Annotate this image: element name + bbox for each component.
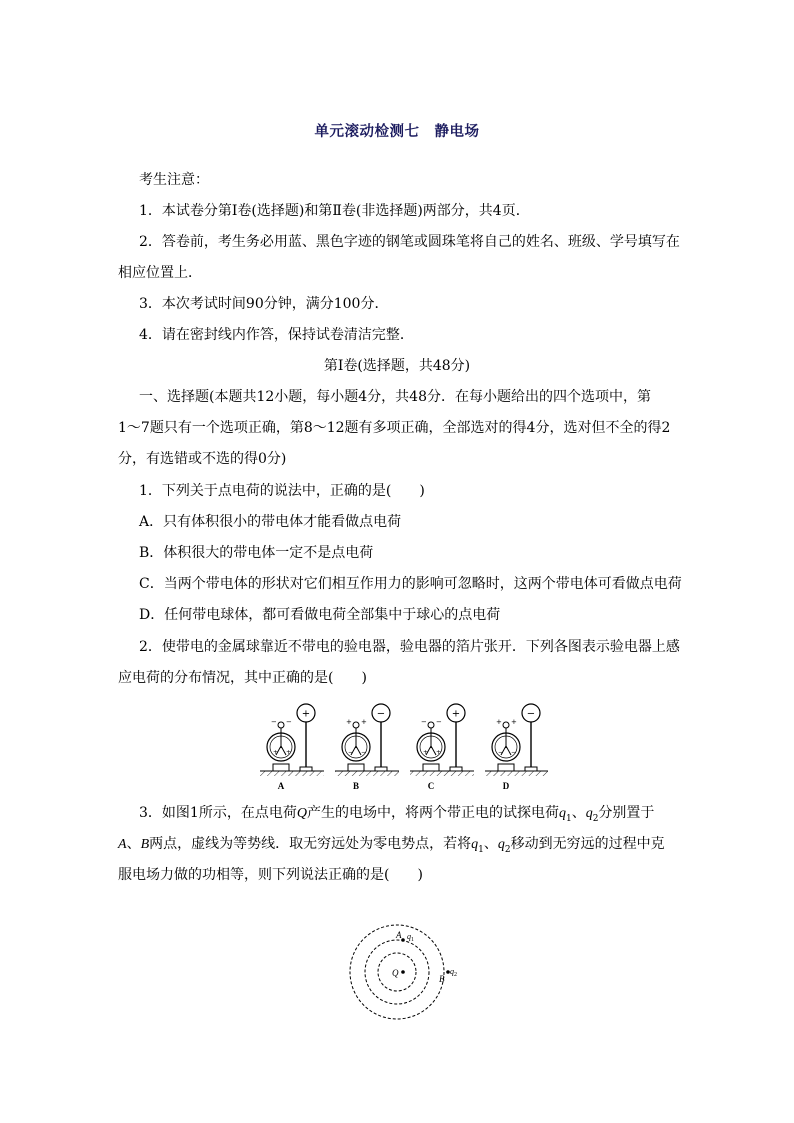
ball-stand-base — [525, 767, 537, 771]
panel-label-a: A — [277, 781, 285, 791]
notice-item-3: 3．本次考试时间90分钟，满分100分． — [139, 296, 389, 312]
electroscope-knob — [503, 722, 509, 728]
charge-q1-label: $q_1$ — [407, 932, 414, 943]
leaf-charge-mark: − — [361, 749, 367, 756]
section-title: 第Ⅰ卷(选择题，共48分) — [323, 358, 471, 374]
point-b-label: B — [439, 974, 445, 984]
panel-label-b: B — [352, 781, 360, 791]
ground-hatch — [335, 771, 399, 776]
q1-stem: 1．下列关于点电荷的说法中，正确的是( ) — [139, 483, 425, 499]
notice-item-2: 2．答卷前，考生务必用蓝、黑色字迹的钢笔或圆珠笔将自己的姓名、班级、学号填写在 — [139, 234, 680, 250]
ball-charge-sign: + — [451, 708, 461, 720]
q2-stem-line-2: 应电荷的分布情况，其中正确的是( ) — [118, 670, 367, 686]
q3-stem-line-1: 3．如图1所示，在点电荷Q产生的电场中，将两个带正电的试探电荷$q_1$、$q_2$分别置于 — [139, 805, 655, 824]
q2-stem-line-1: 2．使带电的金属球靠近不带电的验电器，验电器的箔片张开．下列各图表示验电器上感 — [139, 639, 680, 655]
induced-charge-mark: − — [271, 718, 277, 726]
leaf-charge-mark: + — [423, 749, 429, 756]
leaf-charge-mark: + — [273, 749, 279, 756]
notice-heading: 考生注意： — [139, 172, 209, 188]
leaf-charge-mark: + — [286, 749, 292, 756]
instructions-line-3: 分，有选错或不选的得0分) — [118, 451, 287, 467]
leaf-charge-mark: − — [348, 749, 354, 756]
electroscope-base — [273, 764, 289, 771]
electroscope-base — [423, 764, 439, 771]
ball-charge-sign: + — [301, 708, 311, 720]
instructions-line-1: 一、选择题(本题共12小题，每小题4分，共48分．在每小题给出的四个选项中，第 — [139, 389, 651, 405]
induced-charge-mark: − — [436, 718, 442, 726]
electroscope-knob — [278, 722, 284, 728]
electroscope-panel-c — [410, 704, 474, 791]
induced-charge-mark: + — [511, 718, 517, 726]
induced-charge-mark: + — [346, 718, 352, 726]
induced-charge-mark: + — [496, 718, 502, 726]
ball-charge-sign: − — [376, 708, 386, 720]
page-title: 单元滚动检测七 静电场 — [314, 123, 480, 140]
q3-stem-line-2: A、B两点，虚线为等势线．取无穷远处为零电势点，若将$q_1$、$q_2$移动到无穷远的过程中克 — [118, 836, 665, 855]
ball-stand-base — [375, 767, 387, 771]
electroscope-knob — [353, 722, 359, 728]
point-a-dot — [401, 938, 405, 942]
notice-item-2-cont: 相应位置上． — [118, 265, 202, 281]
instructions-line-2: 1～7题只有一个选项正确，第8～12题有多项正确，全部选对的得4分，选对但不全的得2 — [118, 420, 671, 436]
q1-option-b: B．体积很大的带电体一定不是点电荷 — [139, 545, 374, 561]
ball-stand-base — [450, 767, 462, 771]
ground-hatch — [485, 771, 548, 776]
q1-option-a: A．只有体积很小的带电体才能看做点电荷 — [139, 514, 402, 530]
leaf-charge-mark: − — [498, 749, 504, 756]
electroscope-base — [498, 764, 514, 771]
q3-q-symbol: Q — [296, 806, 307, 821]
electroscope-knob — [428, 722, 434, 728]
induced-charge-mark: + — [361, 718, 367, 726]
induced-charge-mark: − — [421, 718, 427, 726]
point-a-label: A — [396, 930, 402, 940]
q1-option-c: C．当两个带电体的形状对它们相互作用力的影响可忽略时，这两个带电体可看做点电荷 — [139, 576, 682, 592]
electroscope-panel-b — [335, 704, 399, 791]
charge-q-label: Q — [392, 968, 399, 978]
electroscope-base — [348, 764, 364, 771]
q1-option-d: D．任何带电球体，都可看做电荷全部集中于球心的点电荷 — [139, 607, 501, 623]
ball-charge-sign: − — [526, 708, 536, 720]
notice-item-1: 1．本试卷分第Ⅰ卷(选择题)和第Ⅱ卷(非选择题)两部分，共4页． — [139, 203, 530, 219]
ball-stand-base — [300, 767, 312, 771]
leaf-charge-mark: − — [511, 749, 517, 756]
charge-q-dot — [401, 970, 405, 974]
electroscope-panel-d — [485, 704, 548, 791]
panel-label-d: D — [502, 781, 510, 791]
ground-hatch — [260, 771, 324, 776]
induced-charge-mark: − — [286, 718, 292, 726]
q3-stem-line-3: 服电场力做的功相等，则下列说法正确的是( ) — [118, 867, 423, 883]
equipotential-figure — [347, 922, 467, 1026]
notice-item-4: 4．请在密封线内作答，保持试卷清洁完整． — [139, 327, 414, 343]
charge-q2-label: $q_2$ — [450, 967, 457, 978]
panel-label-c: C — [427, 781, 435, 791]
electroscope-figure — [258, 700, 548, 794]
leaf-charge-mark: + — [436, 749, 442, 756]
ground-hatch — [410, 771, 474, 776]
electroscope-panel-a — [260, 704, 324, 791]
